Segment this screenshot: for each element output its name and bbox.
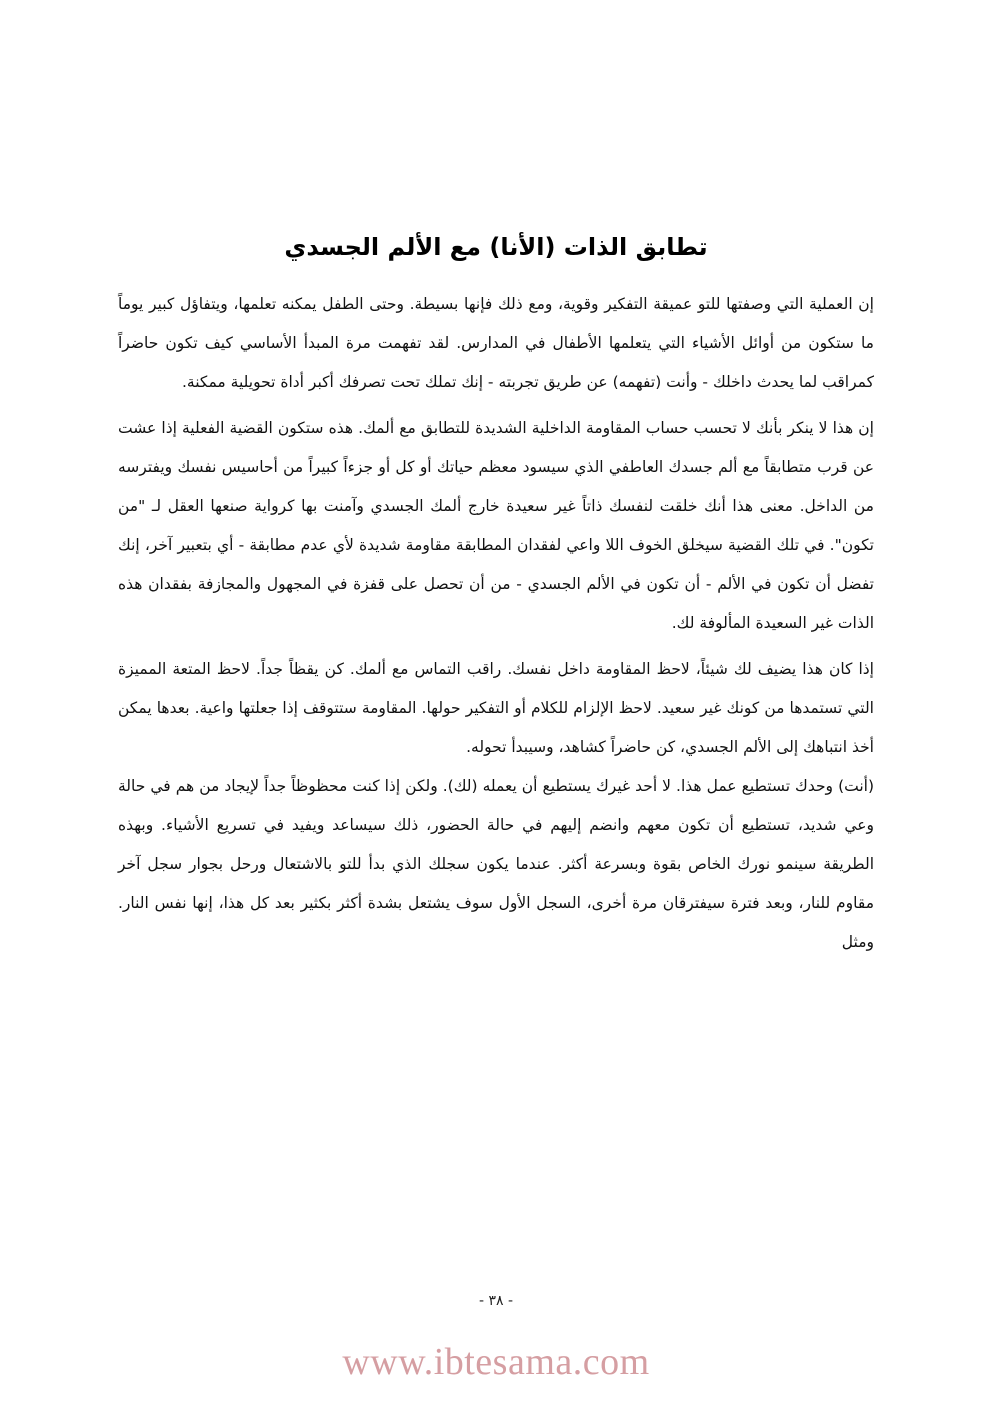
page-title: تطابق الذات (الأنا) مع الألم الجسدي [284,233,708,262]
paragraph-1: إن العملية التي وصفتها للتو عميقة التفكير وقوية، ومع ذلك فإنها بسيطة. وحتى الطفل يمكنه تعلمها، ويتفاؤل كبير يوماً ما ستكون من أوائل الأشياء التي يتعلمها الأطفال في المدارس. لقد تفهمت مرة المبدأ الأساسي كيف تكون حاضراً كمراقب لما يحدث داخلك - وأنت (تفهمه) عن طريق تجربته - إنك تملك تحت تصرفك أكبر أداة تحويلية ممكنة. [118,295,874,391]
body-text [118,285,874,962]
paragraph-4: (أنت) وحدك تستطيع عمل هذا. لا أحد غيرك يستطيع أن يعمله (لك). ولكن إذا كنت محظوظاً جداً لإيجاد من هم في حالة وعي شديد، تستطيع أن تكون معهم وانضم إليهم في حالة الحضور، ذلك سيساعد ويفيد في تسريع الأشياء. وبهذه الطريقة سينمو نورك الخاص بقوة وبسرعة أكثر. عندما يكون سجلك الذي بدأ للتو بالاشتعال ورحل بجوار سجل آخر مقاوم للنار، وبعد فترة سيفترقان مرة أخرى، السجل الأول سوف يشتعل بشدة أكثر بكثير بعد كل هذا، إنها نفس النار. ومثل [118,777,874,951]
watermark-url: www.ibtesama.com [342,1341,650,1383]
paragraph-2: إن هذا لا ينكر بأنك لا تحسب حساب المقاومة الداخلية الشديدة للتطابق مع ألمك. هذه ستكون القضية الفعلية إذا عشت عن قرب متطابقاً مع ألم جسدك العاطفي الذي سيسود معظم حياتك أو كل أو جزءاً كبيراً من أحاسيس نفسك ويفترسه من الداخل. معنى هذا أنك خلقت لنفسك ذاتاً غير سعيدة خارج ألمك الجسدي وآمنت بها كرواية صنعها العقل لـ "من تكون". في تلك القضية سيخلق الخوف اللا واعي لفقدان المطابقة مقاومة شديدة لأي عدم مطابقة - أي بتعبير آخر، إنك تفضل أن تكون في الألم - أن تكون في الألم الجسدي - من أن تحصل على قفزة في المجهول والمجازفة بفقدان هذه الذات غير السعيدة المألوفة لك. [118,419,874,632]
page-number: - ٣٨ - [478,1293,514,1309]
paragraph-3: إذا كان هذا يضيف لك شيئاً، لاحظ المقاومة داخل نفسك. راقب التماس مع ألمك. كن يقظاً جداً. لاحظ المتعة المميزة التي تستمدها من كونك غير سعيد. لاحظ الإلزام للكلام أو التفكير حولها. المقاومة ستتوقف إذا جعلتها واعية. بعدها يمكن أخذ انتباهك إلى الألم الجسدي، كن حاضراً كشاهد، وسيبدأ تحوله. [118,660,874,756]
